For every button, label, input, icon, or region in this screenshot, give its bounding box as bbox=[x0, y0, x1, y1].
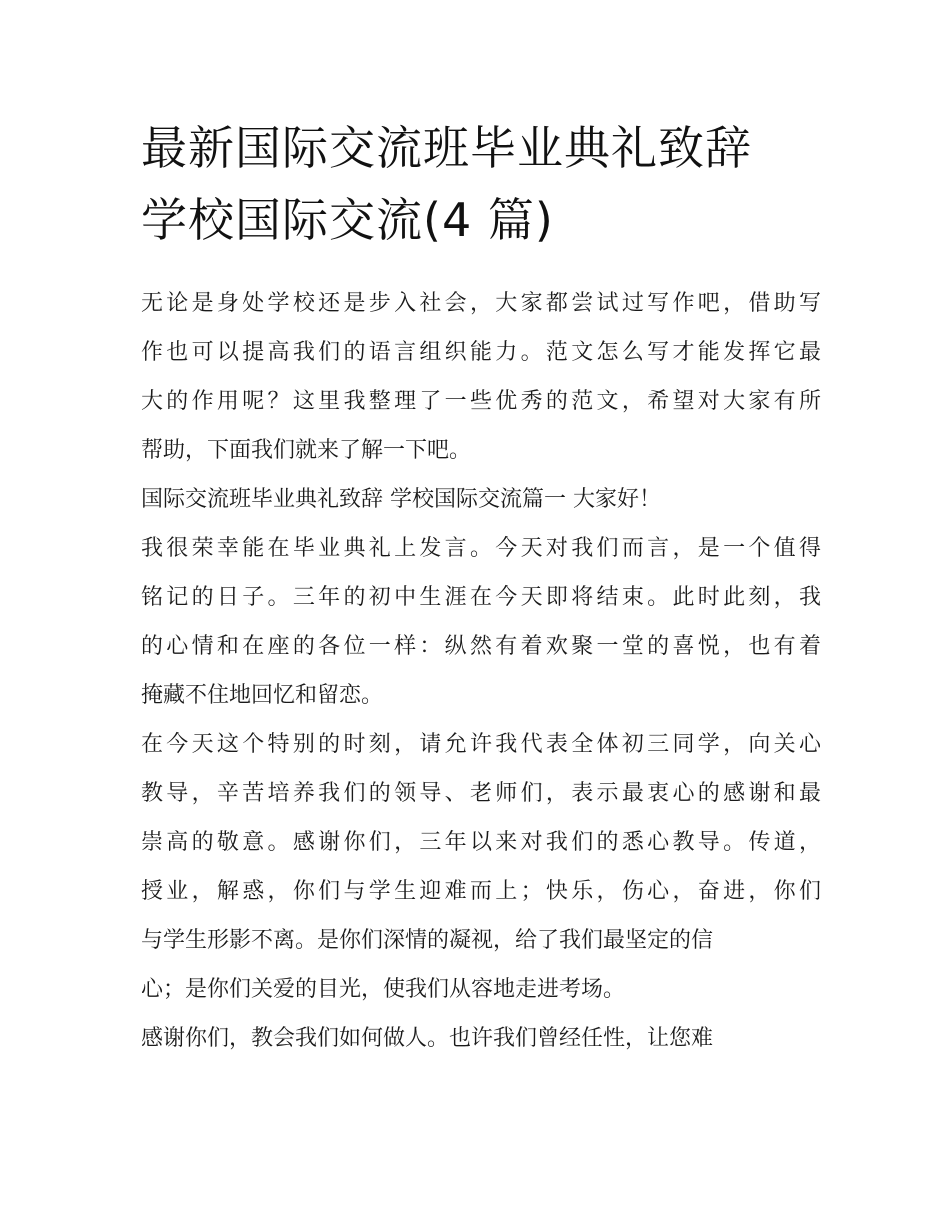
text-line: 与学生形影不离。是你们深情的凝视，给了我们最坚定的信 bbox=[141, 928, 714, 953]
text-line: 心；是你们关爱的目光，使我们从容地走进考场。 bbox=[141, 977, 626, 1002]
title-line: 学校国际交流(4 篇) bbox=[141, 193, 554, 247]
document-body bbox=[141, 279, 821, 1063]
text-line: 感谢你们，教会我们如何做人。也许我们曾经任性，让您难 bbox=[141, 1026, 714, 1051]
intro-paragraph bbox=[141, 279, 821, 475]
text-line: 的心情和在座的各位一样：纵然有着欢聚一堂的喜悦，也有着 bbox=[141, 634, 821, 659]
text-line: 国际交流班毕业典礼致辞 学校国际交流篇一 大家好！ bbox=[141, 487, 661, 512]
body-paragraph bbox=[141, 524, 821, 720]
text-line: 掩藏不住地回忆和留恋。 bbox=[141, 683, 384, 708]
text-line: 大的作用呢？这里我整理了一些优秀的范文，希望对大家有所 bbox=[141, 389, 821, 414]
body-paragraph bbox=[141, 1014, 821, 1063]
body-paragraph bbox=[141, 720, 821, 1014]
text-line: 授业，解惑，你们与学生迎难而上；快乐，伤心，奋进，你们 bbox=[141, 879, 821, 904]
text-line: 教导，辛苦培养我们的领导、老师们，表示最衷心的感谢和最 bbox=[141, 781, 821, 806]
text-line: 我很荣幸能在毕业典礼上发言。今天对我们而言，是一个值得 bbox=[141, 536, 821, 561]
document-title bbox=[141, 112, 821, 256]
text-line: 无论是身处学校还是步入社会，大家都尝试过写作吧，借助写 bbox=[141, 291, 821, 316]
text-line: 作也可以提高我们的语言组织能力。范文怎么写才能发挥它最 bbox=[141, 340, 821, 365]
text-line: 崇高的敬意。感谢你们，三年以来对我们的悉心教导。传道， bbox=[141, 830, 821, 855]
text-line: 帮助，下面我们就来了解一下吧。 bbox=[141, 438, 472, 463]
text-line: 铭记的日子。三年的初中生涯在今天即将结束。此时此刻，我 bbox=[141, 585, 821, 610]
title-line: 最新国际交流班毕业典礼致辞 bbox=[141, 121, 752, 175]
text-line: 在今天这个特别的时刻，请允许我代表全体初三同学，向关心 bbox=[141, 732, 821, 757]
document-page bbox=[141, 112, 821, 1063]
section-heading-paragraph bbox=[141, 475, 821, 524]
